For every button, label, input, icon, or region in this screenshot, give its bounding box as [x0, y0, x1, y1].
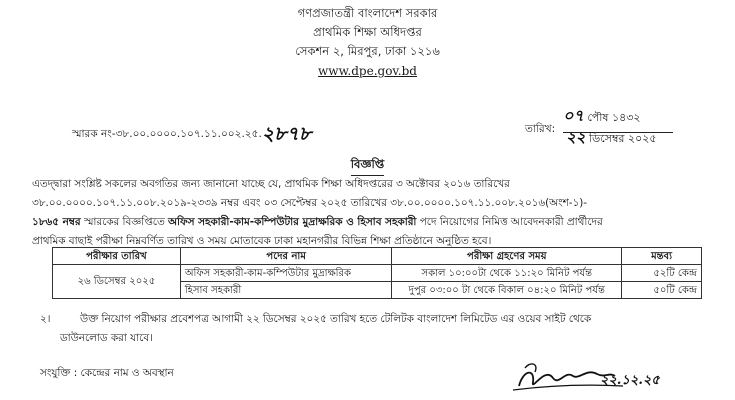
attachment-note: সংযুক্তি : কেন্দ্রের নাম ও অবস্থান — [40, 367, 174, 379]
header-post-name: পদের নাম — [180, 248, 392, 265]
notice-title-wrap — [0, 153, 735, 176]
remark-cell: ৫০টি কেন্দ্র — [622, 282, 702, 299]
paragraph-one-line-1: এতদ্দ্বারা সংশ্লিষ্ট সকলের অবগতির জন্য জানানো যাচ্ছে যে, প্রাথমিক শিক্ষা অধিদপ্তরের ৩ অক্টোবর ২০১৬ তারিখের — [32, 178, 510, 190]
table-row — [53, 265, 702, 282]
header-exam-date: পরীক্ষার তারিখ — [53, 248, 181, 265]
paragraph-two-number: ২। — [40, 313, 51, 325]
paragraph-one-line-3a: স্মারকের বিজ্ঞপ্তিতে — [80, 216, 169, 228]
memo-handwritten-number: ২৮৭৮ — [261, 123, 312, 145]
paragraph-one-line-3b: পদে নিয়োগের নিমিত্ত আবেদনকারী প্রার্থীদের — [416, 216, 603, 228]
header-exam-time: পরীক্ষা গ্রহণের সময় — [392, 248, 622, 265]
memo-ref-bold: ১৮৬৫ নম্বর — [32, 216, 81, 228]
header-website-wrap — [0, 64, 735, 79]
time-cell: দুপুর ০৩:০০ টা থেকে বিকাল ০৪:২০ মিনিট পর্যন্ত — [392, 282, 622, 299]
exam-schedule-table — [52, 247, 702, 299]
notice-title: বিজ্ঞপ্তি — [351, 156, 384, 176]
post-cell: হিসাব সহকারী — [180, 282, 392, 299]
date-label: তারিখ: — [525, 123, 556, 135]
remark-cell: ৫২টি কেন্দ্র — [622, 265, 702, 282]
date-bangla-month: পৌষ ১৪৩২ — [587, 111, 641, 124]
memo-label: স্মারক নং-৩৮.০০.০০০০.১০৭.১১.০০২.২৫. — [72, 128, 262, 140]
paragraph-two-line-2: ডাউনলোড করা যাবে। — [60, 332, 153, 344]
memo-number — [72, 120, 311, 152]
paragraph-two — [40, 310, 700, 348]
signature-date: ২২.১২.২৫ — [600, 373, 660, 388]
website-link[interactable]: www.dpe.gov.bd — [318, 64, 417, 78]
post-names-bold: অফিস সহকারী-কাম-কম্পিউটার মুদ্রাক্ষরিক ও হিসাব সহকারী — [168, 216, 417, 228]
post-cell: অফিস সহকারী-কাম-কম্পিউটার মুদ্রাক্ষরিক — [180, 265, 392, 282]
header-remarks: মন্তব্য — [622, 248, 702, 265]
paragraph-one-line-2: ৩৮.০০.০০০০.১০৭.১১.০০৮.২০১৯-২৩৩৯ নম্বর এবং ০৩ সেপ্টেম্বর ২০২৫ তারিখের ৩৮.০০.০০০০.১০৭.১১.০০৮.২০১৬(অংশ-১)- — [32, 197, 588, 209]
date-bangla-day: ০৭ — [563, 106, 584, 125]
header-line-address: সেকশন ২, মিরপুর, ঢাকা ১২১৬ — [295, 44, 440, 58]
exam-date-cell: ২৬ ডিসেম্বর ২০২৫ — [53, 265, 181, 299]
paragraph-one-line-3 — [32, 213, 708, 232]
paragraph-two-text: উক্ত নিয়োগ পরীক্ষার প্রবেশপত্র আগামী ২২ ডিসেম্বর ২০২৫ তারিখ হতে টেলিটক বাংলাদেশ লিমিটেড এর ওয়েব সাইট থেকে — [80, 313, 592, 325]
table-header-row — [53, 248, 702, 265]
header-line-government: গণপ্রজাতন্ত্রী বাংলাদেশ সরকার — [297, 6, 438, 20]
date-gregorian-day: ২২ — [566, 128, 586, 146]
date-gregorian — [566, 126, 657, 151]
paragraph-two-line-1 — [40, 310, 700, 329]
time-cell: সকাল ১০:০০টা থেকে ১১:২০ মিনিট পর্যন্ত — [392, 265, 622, 282]
paragraph-one-line-4: প্রাথমিক বাছাই পরীক্ষা নিম্নবর্ণিত তারিখ ও সময় মোতাবেক ঢাকা মহানগরীর বিভিন্ন শিক্ষা প্রতিষ্ঠানে অনুষ্ঠিত হবে। — [32, 235, 492, 247]
date-gregorian-rest: ডিসেম্বর ২০২৫ — [589, 132, 657, 145]
header-line-directorate: প্রাথমিক শিক্ষা অধিদপ্তর — [313, 25, 422, 39]
paragraph-one — [32, 175, 708, 251]
